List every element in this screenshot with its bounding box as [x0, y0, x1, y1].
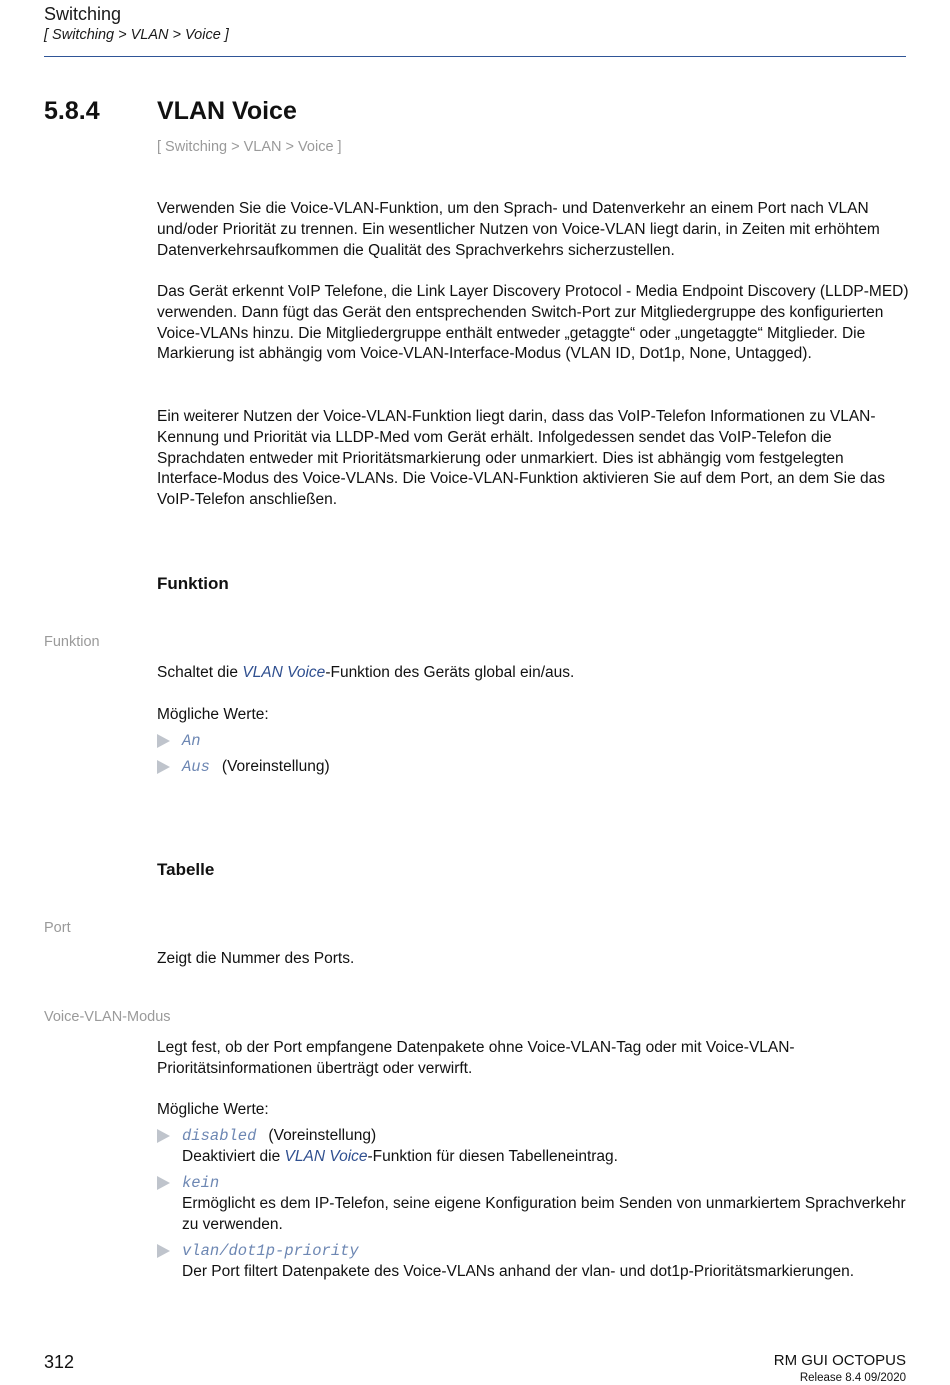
section-title: VLAN Voice	[157, 97, 297, 125]
tabelle-heading: Tabelle	[157, 860, 215, 879]
funktion-desc-suffix: -Funktion des Geräts global ein/aus.	[325, 664, 575, 681]
funktion-description	[157, 663, 909, 684]
list-item	[157, 757, 909, 779]
list-item	[157, 731, 909, 753]
value-description: Der Port filtert Datenpakete des Voice-VLANs anhand der vlan- und dot1p-Prioritätsmarkierungen.	[182, 1262, 855, 1280]
value-description: Ermöglicht es dem IP-Telefon, seine eigene Konfiguration beim Senden von unmarkiertem Sprachverkehr zu verwenden.	[182, 1194, 906, 1233]
value-desc-prefix: Deaktiviert die	[182, 1147, 285, 1165]
value-code: Aus	[182, 758, 210, 776]
value-code: An	[182, 732, 201, 750]
page-number: 312	[44, 1352, 75, 1372]
bullet-triangle-icon	[157, 1129, 170, 1143]
port-parameter-label: Port	[44, 920, 71, 936]
default-note: (Voreinstellung)	[221, 758, 330, 775]
funktion-parameter-label: Funktion	[44, 634, 100, 650]
value-code: disabled	[182, 1127, 257, 1145]
list-item	[157, 1241, 909, 1307]
funktion-desc-gui-reference: VLAN Voice	[242, 664, 326, 681]
value-desc-gui-reference: VLAN Voice	[284, 1147, 368, 1165]
document-title: RM GUI OCTOPUS	[773, 1352, 906, 1369]
port-description: Zeigt die Nummer des Ports.	[157, 950, 355, 967]
header-rule	[44, 56, 906, 57]
bullet-triangle-icon	[157, 734, 170, 748]
default-note: (Voreinstellung)	[268, 1127, 377, 1144]
intro-paragraph-1: Verwenden Sie die Voice-VLAN-Funktion, um den Sprach- und Datenverkehr an einem Port nach VLAN und/oder Priorität zu trennen. Ein wesentlicher Nutzen von Voice-VLAN liegt darin, in Zeiten mit erhöhtem Datenverkehrsaufkommen die Qualität des Sprachverkehrs sicherzustellen.	[157, 200, 880, 259]
list-item	[157, 1173, 909, 1239]
intro-paragraph-3: Ein weiterer Nutzen der Voice-VLAN-Funktion liegt darin, dass das VoIP-Telefon Informationen zu VLAN-Kennung und Priorität via LLDP-Med vom Gerät erhält. Infolgedessen sendet das VoIP-Telefon die Sprachdaten entweder mit Prioritätsmarkierung oder unmarkiert. Dies ist abhängig vom festgelegten Interface-Modus des Voice-VLANs. Die Voice-VLAN-Funktion aktivieren Sie auf dem Port, an dem Sie das VoIP-Telefon anschließen.	[157, 408, 885, 509]
section-menu-path: [ Switching > VLAN > Voice ]	[157, 139, 342, 155]
voice-vlan-modus-parameter-label: Voice-VLAN-Modus	[44, 1009, 171, 1025]
release-info: Release 8.4 09/2020	[799, 1372, 906, 1384]
bullet-triangle-icon	[157, 1244, 170, 1258]
bullet-triangle-icon	[157, 760, 170, 774]
running-header-title: Switching	[44, 4, 122, 24]
intro-paragraph-2: Das Gerät erkennt VoIP Telefone, die Link Layer Discovery Protocol - Media Endpoint Discovery (LLDP-MED) verwenden. Dann fügt das Gerät den entsprechenden Switch-Port zur Mitgliedergruppe des konfigurierten Voice-VLANs hinzu. Die Mitgliedergruppe enthält entweder „getaggte“ oder „ungetaggte“ Mitglieder. Die Markierung ist abhängig vom Voice-VLAN-Interface-Modus (VLAN ID, Dot1p, None, Untagged).	[157, 283, 909, 363]
funktion-heading: Funktion	[157, 574, 229, 593]
value-desc-suffix: -Funktion für diesen Tabelleneintrag.	[367, 1147, 618, 1165]
list-item	[157, 1126, 909, 1170]
section-number: 5.8.4	[44, 97, 100, 125]
funktion-desc-prefix: Schaltet die	[157, 664, 243, 681]
voice-vlan-modus-description: Legt fest, ob der Port empfangene Datenpakete ohne Voice-VLAN-Tag oder mit Voice-VLAN-Prioritätsinformationen überträgt oder verwirft.	[157, 1039, 795, 1077]
value-code: vlan/dot1p-priority	[182, 1242, 359, 1260]
voice-vlan-modus-values-label: Mögliche Werte:	[157, 1101, 269, 1118]
running-header-path: [ Switching > VLAN > Voice ]	[44, 27, 229, 43]
value-code: kein	[182, 1174, 220, 1192]
bullet-triangle-icon	[157, 1176, 170, 1190]
funktion-values-label: Mögliche Werte:	[157, 706, 269, 723]
